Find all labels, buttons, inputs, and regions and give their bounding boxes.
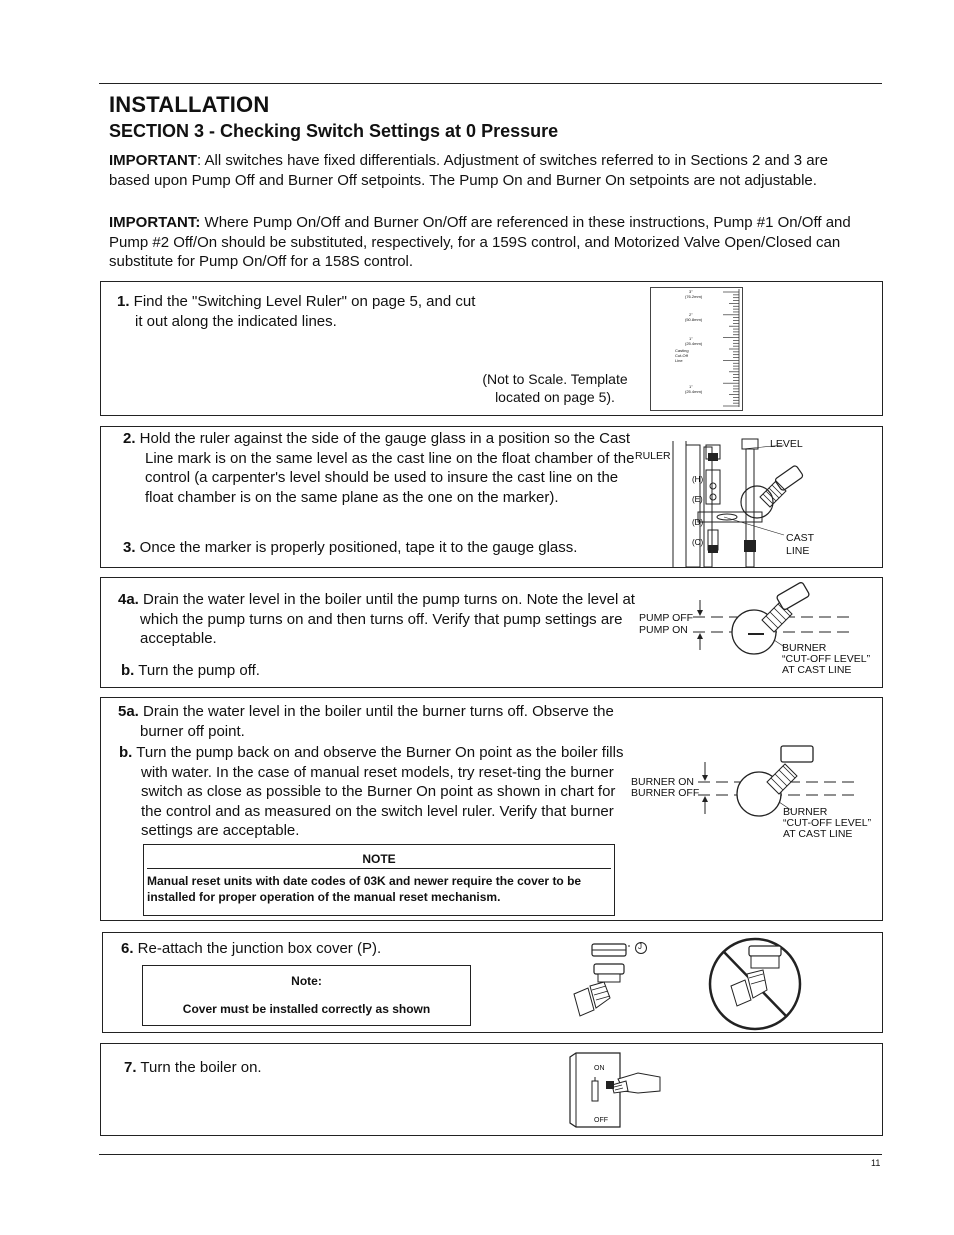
note-title: NOTE <box>147 845 611 869</box>
important-label: IMPORTANT: <box>109 214 201 231</box>
cover-note <box>142 965 471 1026</box>
step-number: 4a. <box>118 591 139 608</box>
svg-text:(D): (D) <box>692 518 704 527</box>
step-1-text <box>117 292 480 331</box>
step-4b-text <box>121 661 521 681</box>
manual-reset-note <box>143 844 615 916</box>
step-number: 2. <box>123 430 136 447</box>
step-number: b. <box>121 662 135 679</box>
burner-label: BURNER <box>782 642 827 654</box>
step-number: 6. <box>121 940 134 957</box>
step-number: b. <box>119 744 133 761</box>
power-switch-illustration <box>568 1051 668 1131</box>
top-rule <box>99 83 882 84</box>
step-4a-text <box>118 590 640 649</box>
ruler-ticks <box>713 289 743 409</box>
note-title: Note: <box>291 974 322 988</box>
step-5b-text <box>119 743 639 841</box>
ruler-label: RULER <box>635 450 671 462</box>
switch-off-label: OFF <box>594 1117 608 1124</box>
step-number: 5a. <box>118 703 139 720</box>
bottom-rule <box>99 1154 882 1155</box>
burner-on-label: BURNER ON <box>631 776 695 788</box>
ruler-mark: (50.8mm) <box>685 317 703 322</box>
level-label: LEVEL <box>770 438 803 450</box>
page-title: INSTALLATION <box>109 92 270 117</box>
pump-level-illustration <box>690 580 860 680</box>
note-body: Cover must be installed correctly as shown <box>182 1002 431 1016</box>
important-label: IMPORTANT <box>109 152 198 169</box>
ruler-mark: Casting <box>675 348 689 353</box>
page-number: 11 <box>871 1158 881 1168</box>
important-note-2 <box>109 213 879 272</box>
svg-text:(E): (E) <box>692 495 703 504</box>
step-body: Turn the boiler on. <box>136 1059 262 1076</box>
important-text: : All switches have fixed differentials. Adjustment of switches referred to in Sections 2 and 3 are based upon Pump Off and Burner Off setpoints. The Pump On and Burner On setpoints are not adjustable. <box>109 152 828 189</box>
burner-label: “CUT-OFF LEVEL” <box>783 817 872 829</box>
step-number: 1. <box>117 293 130 310</box>
burner-off-label: BURNER OFF <box>631 787 700 799</box>
callout-label: J <box>638 942 642 951</box>
ruler-mark: Line <box>675 358 683 363</box>
step-7-text <box>124 1058 524 1078</box>
burner-label: BURNER <box>783 806 828 818</box>
ruler-mark: Cut-Off <box>675 353 688 358</box>
ruler-mark: (25.4mm) <box>685 341 703 346</box>
step-body: Turn the pump off. <box>134 662 260 679</box>
step-6-text <box>121 939 521 959</box>
svg-text:(C): (C) <box>692 538 704 547</box>
step-3-text <box>123 538 645 558</box>
step-body: Once the marker is properly positioned, tape it to the gauge glass. <box>135 539 578 556</box>
burner-label: AT CAST LINE <box>782 664 852 676</box>
pump-on-label: PUMP ON <box>639 624 688 636</box>
burner-level-illustration <box>695 742 865 842</box>
step-number: 7. <box>124 1059 137 1076</box>
burner-label: “CUT-OFF LEVEL” <box>782 653 871 665</box>
ruler-mark: (25.4mm) <box>685 389 703 394</box>
cast-label: CAST <box>786 532 815 544</box>
step-body: Find the "Switching Level Ruler" on page 5, and cut it out along the indicated lines. <box>129 293 476 330</box>
step-5a-text <box>118 702 645 741</box>
step-2-text <box>123 429 645 507</box>
ruler-mark: 2" <box>689 312 693 317</box>
ruler-mark: (76.2mm) <box>685 294 703 299</box>
step-body: Turn the pump back on and observe the Burner On point as the boiler fills with water. In the case of manual reset models, try reset-ting the burner switch as close as possible to the Burner On point as shown in chart for the control and as measured on the switch level ruler. Verify that burner settings are acceptable. <box>132 744 624 839</box>
important-note-1 <box>109 151 854 190</box>
cover-incorrect-illustration <box>705 934 805 1034</box>
gauge-glass-illustration <box>672 427 852 569</box>
ruler-mark: 1" <box>689 336 693 341</box>
section-title: SECTION 3 - Checking Switch Settings at 0 Pressure <box>109 121 559 141</box>
burner-label: AT CAST LINE <box>783 828 853 840</box>
svg-text:(H): (H) <box>692 475 704 484</box>
important-text: Where Pump On/Off and Burner On/Off are referenced in these instructions, Pump #1 On/Off and Pump #2 Off/On should be substituted, respectively, for a 159S control, and Motorized Valve Open/Closed can substitute for Pump On/Off for a 158S control. <box>109 214 851 270</box>
step-number: 3. <box>123 539 136 556</box>
switch-on-label: ON <box>594 1065 605 1072</box>
step-body: Drain the water level in the boiler until the pump turns on. Note the level at which the pump turns on and then turns off. Verify that pump settings are acceptable. <box>138 591 635 647</box>
pump-off-label: PUMP OFF <box>639 612 694 624</box>
line-label: LINE <box>786 545 810 557</box>
ruler-mark: 1" <box>689 384 693 389</box>
ruler-caption: (Not to Scale. Template located on page 5). <box>482 371 628 405</box>
step-body: Re-attach the junction box cover (P). <box>133 940 382 957</box>
note-body: Manual reset units with date codes of 03K and newer require the cover to be installed for proper operation of the manual reset mechanism. <box>147 874 582 904</box>
step-body: Hold the ruler against the side of the gauge glass in a position so the Cast Line mark is on the same level as the cast line on the float chamber of the control (a carpenter's level should be used to insure the cast line on the float chamber is on the same plane as the one on the marker). <box>135 430 635 506</box>
step-body: Drain the water level in the boiler until the burner turns off. Observe the burner off point. <box>138 703 614 740</box>
ruler-mark: 3" <box>689 289 693 294</box>
step-7-box <box>100 1043 883 1136</box>
